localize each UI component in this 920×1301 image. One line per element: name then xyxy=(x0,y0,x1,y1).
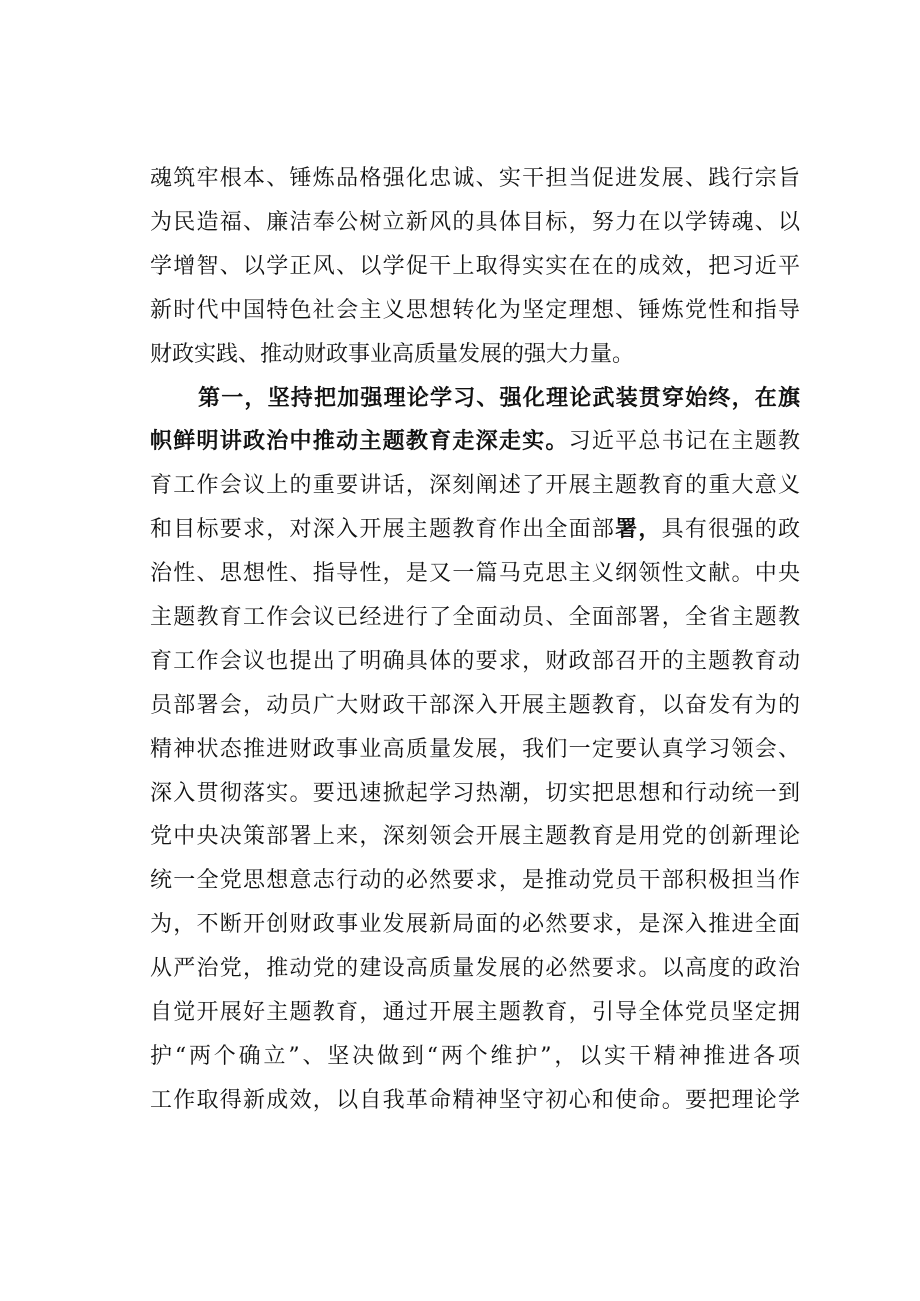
paragraph-line: 员部署会，动员广大财政干部深入开展主题教育，以奋发有为的 xyxy=(150,692,800,718)
paragraph-line: 护“两个确立”、坚决做到“两个维护”，以实干精神推进各项 xyxy=(150,1043,800,1069)
paragraph-2 xyxy=(150,377,800,1123)
paragraph-line: 治性、思想性、指导性，是又一篇马克思主义纲领性文献。中央 xyxy=(150,561,800,587)
paragraph-line xyxy=(150,420,800,464)
paragraph-text: 和目标要求，对深入开展主题教育作出全面部 xyxy=(150,517,616,543)
paragraph-line: 从严治党，推动党的建设高质量发展的必然要求。以高度的政治 xyxy=(150,956,800,982)
paragraph-line: 为，不断开创财政事业发展新局面的必然要求，是深入推进全面 xyxy=(150,912,800,938)
paragraph-line: 学增智、以学正风、以学促干上取得实实在在的成效，把习近平 xyxy=(150,253,800,279)
paragraph-line: 深入贯彻落实。要迅速掀起学习热潮，切实把思想和行动统一到 xyxy=(150,780,800,806)
paragraph-line: 魂筑牢根本、锤炼品格强化忠诚、实干担当促进发展、践行宗旨 xyxy=(150,166,800,191)
paragraph-1 xyxy=(150,157,800,376)
paragraph-line: 自觉开展好主题教育，通过开展主题教育，引导全体党员坚定拥 xyxy=(150,999,800,1025)
paragraph-line: 党中央决策部署上来，深刻领会开展主题教育是用党的创新理论 xyxy=(150,824,800,850)
paragraph-line xyxy=(150,508,800,552)
paragraph-line: 工作取得新成效，以自我革命精神坚守初心和使命。要把理论学 xyxy=(150,1087,800,1113)
section-heading-line: 第一，坚持把加强理论学习、强化理论武装贯穿始终，在旗 xyxy=(198,384,800,411)
paragraph-line: 新时代中国特色社会主义思想转化为坚定理想、锤炼党性和指导 xyxy=(150,297,800,323)
bold-character: 署， xyxy=(615,516,662,543)
paragraph-line: 主题教育工作会议已经进行了全面动员、全面部署，全省主题教 xyxy=(150,604,800,630)
paragraph-line: 育工作会议上的重要讲话，深刻阐述了开展主题教育的重大意义 xyxy=(150,473,800,499)
paragraph-line: 育工作会议也提出了明确具体的要求，财政部召开的主题教育动 xyxy=(150,648,800,674)
paragraph-text: 具有很强的政 xyxy=(661,517,800,543)
paragraph-line: 精神状态推进财政事业高质量发展，我们一定要认真学习领会、 xyxy=(150,736,800,762)
paragraph-line: 财政实践、推动财政事业高质量发展的强大力量。 xyxy=(150,341,635,367)
paragraph-line: 统一全党思想意志行动的必然要求，是推动党员干部积极担当作 xyxy=(150,868,800,894)
paragraph-line: 为民造福、廉洁奉公树立新风的具体目标，努力在以学铸魂、以 xyxy=(150,209,800,235)
section-heading-continuation: 帜鲜明讲政治中推动主题教育走深走实。 xyxy=(150,428,569,455)
paragraph-text: 习近平总书记在主题教 xyxy=(568,429,800,455)
